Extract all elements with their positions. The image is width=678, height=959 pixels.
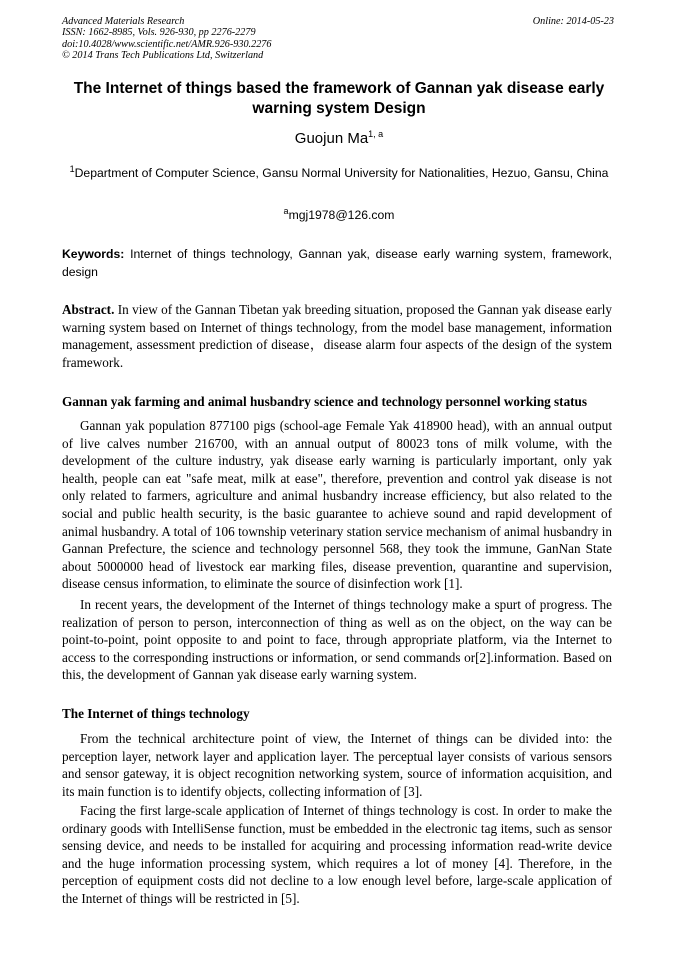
abstract <box>62 301 612 371</box>
copyright-line: © 2014 Trans Tech Publications Ltd, Switzerland <box>62 50 264 62</box>
abstract-text: In view of the Gannan Tibetan yak breeding situation, proposed the Gannan yak disease early warning system based on Internet of things technology, from the model base management, information management, assessment prediction of disease，disease alarm four aspects of the design of the system framework. <box>62 302 612 370</box>
affiliation <box>62 164 616 182</box>
online-date: Online: 2014-05-23 <box>532 16 614 27</box>
author-email <box>62 206 616 224</box>
section-heading: The Internet of things technology <box>62 706 250 721</box>
affiliation-text: Department of Computer Science, Gansu Normal University for Nationalities, Hezuo, Gansu, China <box>74 166 609 180</box>
body-paragraph: Facing the first large-scale application of Internet of things technology is cost. In order to make the ordinary goods with IntelliSense function, must be embedded in the electronic tag items, such as sensor sensing device, and needs to be installed for acquiring and processing information read-write device and the huge information processing system, which requires a lot of money [4]. Therefore, in the perception of equipment costs did not decline to a low enough level before, large-scale application of the Internet of things will be restricted in [5]. <box>62 803 612 906</box>
affiliation-superscript: 1 <box>69 163 75 174</box>
issn-line: ISSN: 1662-8985, Vols. 926-930, pp 2276-2279 <box>62 27 256 39</box>
journal-header <box>62 16 614 62</box>
keywords-text: Internet of things technology, Gannan yak, disease early warning system, framework, design <box>62 247 613 279</box>
keywords-label: Keywords: <box>62 247 125 261</box>
body-paragraph: In recent years, the development of the Internet of things technology make a spurt of progress. The realization of person to person, interconnection of thing as well as on the object, on the way can be point-to-point, point opposite to and point to face, through appropriate platform, via the Internet to access to the corresponding instructions or information, or send commands or[2].information. Based on this, the development of Gannan yak disease early warning system. <box>62 597 612 683</box>
author-name: Guojun Ma <box>294 130 369 147</box>
author-superscript: 1, a <box>368 129 384 139</box>
journal-name: Advanced Materials Research <box>62 16 185 27</box>
author-line <box>62 129 616 149</box>
email-text: mgj1978@126.com <box>288 208 395 222</box>
body-paragraph: From the technical architecture point of view, the Internet of things can be divided into: the perception layer, network layer and application layer. The perceptual layer consists of various sensors and sensor gateway, it is object recognition networking system, source of information acquisition, and its main function is to identify objects, collecting information of [3]. <box>62 731 612 799</box>
paper-title: The Internet of things based the framework of Gannan yak disease early warning system Design <box>73 80 605 117</box>
body-paragraph: Gannan yak population 877100 pigs (school-age Female Yak 418900 head), with an annual output of live calves number 216700, with an annual output of 80023 tons of milk volume, with the development of the culture industry, yak disease early warning is particularly important, only yak health, people can eat "safe meat, milk at ease", therefore, prevention and control yak disease is not only related to farmers, agriculture and animal husbandry increase efficiency, but also related to the social and public health security, is the basic guarantee to achieve sound and rapid development of animal husbandry. A total of 106 township veterinary station service mechanism of animal husbandry in Gannan Prefecture, the science and technology personnel 568, they took the immune, GanNan State about 5000000 head of livestock ear marking files, disease prevention, quarantine and supervision, disease census information, to eliminate the source of disinfection work [1]. <box>62 418 612 592</box>
keywords <box>62 245 612 281</box>
abstract-label: Abstract. <box>62 302 115 317</box>
doi-line: doi:10.4028/www.scientific.net/AMR.926-930.2276 <box>62 38 272 50</box>
email-superscript: a <box>283 205 289 216</box>
section-heading: Gannan yak farming and animal husbandry science and technology personnel working status <box>62 394 588 409</box>
